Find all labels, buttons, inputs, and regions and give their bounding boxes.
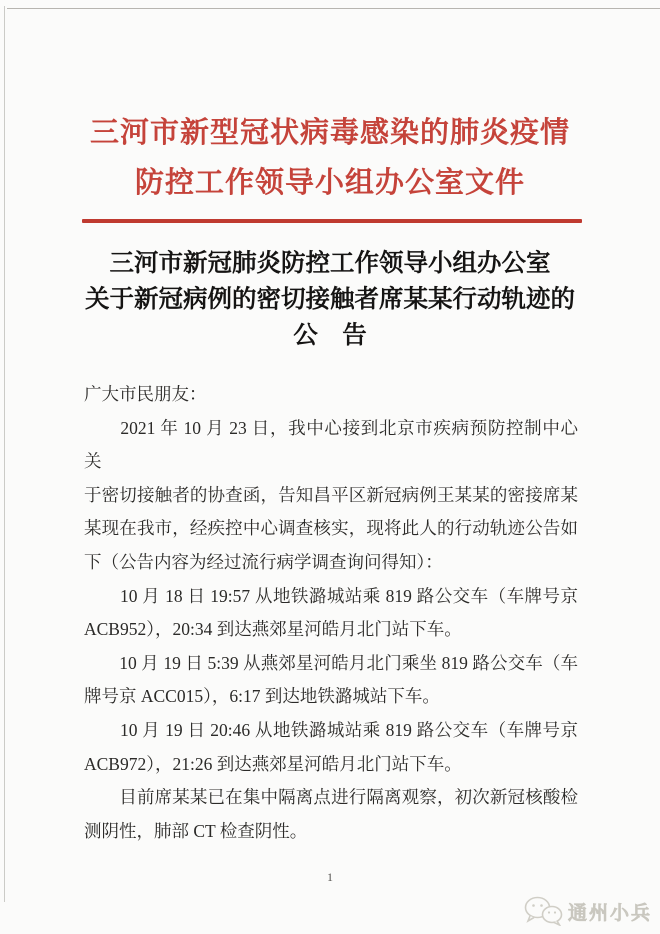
body-line: 下（公告内容为经过流行病学调查询问得知）： <box>84 551 443 572</box>
title-line-1: 三河市新冠肺炎防控工作领导小组办公室 <box>109 250 551 277</box>
page-number: 1 <box>327 870 333 884</box>
letterhead-rule <box>82 219 582 223</box>
body-line: 2021 年 10 月 23 日，我中心接到北京市疾病预防控制中心关 <box>84 417 578 472</box>
body-line: 广大市民朋友： <box>84 384 207 404</box>
body-line: 目前席某某已在集中隔离点进行隔离观察，初次新冠核酸检 <box>84 787 578 808</box>
body-line: 某现在我市，经疾控中心调查核实，现将此人的行动轨迹公告如 <box>84 518 578 539</box>
watermark <box>523 896 652 926</box>
body-line: ACB952），20:34 到达燕郊星河皓月北门站下车。 <box>84 619 462 640</box>
body-text <box>84 378 578 848</box>
body-line: ACB972），21:26 到达燕郊星河皓月北门站下车。 <box>84 753 462 774</box>
title-line-2: 关于新冠病例的密切接触者席某某行动轨迹的 <box>85 286 575 313</box>
document-title <box>40 246 620 354</box>
letterhead <box>0 108 660 208</box>
body-line: 10 月 19 日 5:39 从燕郊星河皓月北门乘坐 819 路公交车（车 <box>84 652 578 673</box>
watermark-label: 通州小兵 <box>567 902 652 924</box>
body-line: 10 月 18 日 19:57 从地铁潞城站乘 819 路公交车（车牌号京 <box>84 585 578 606</box>
body-line: 测阴性，肺部 CT 检查阴性。 <box>84 820 308 841</box>
letterhead-line-1: 三河市新型冠状病毒感染的肺炎疫情 <box>89 117 570 149</box>
body-line: 牌号京 ACC015），6:17 到达地铁潞城站下车。 <box>84 686 440 707</box>
wechat-icon <box>523 896 563 926</box>
body-line: 10 月 19 日 20:46 从地铁潞城站乘 819 路公交车（车牌号京 <box>84 719 578 740</box>
scan-edge-top <box>7 8 660 9</box>
body-line: 于密切接触者的协查函，告知昌平区新冠病例王某某的密接席某 <box>84 484 578 505</box>
letterhead-line-2: 防控工作领导小组办公室文件 <box>134 167 525 199</box>
title-line-3: 公 告 <box>293 322 367 349</box>
